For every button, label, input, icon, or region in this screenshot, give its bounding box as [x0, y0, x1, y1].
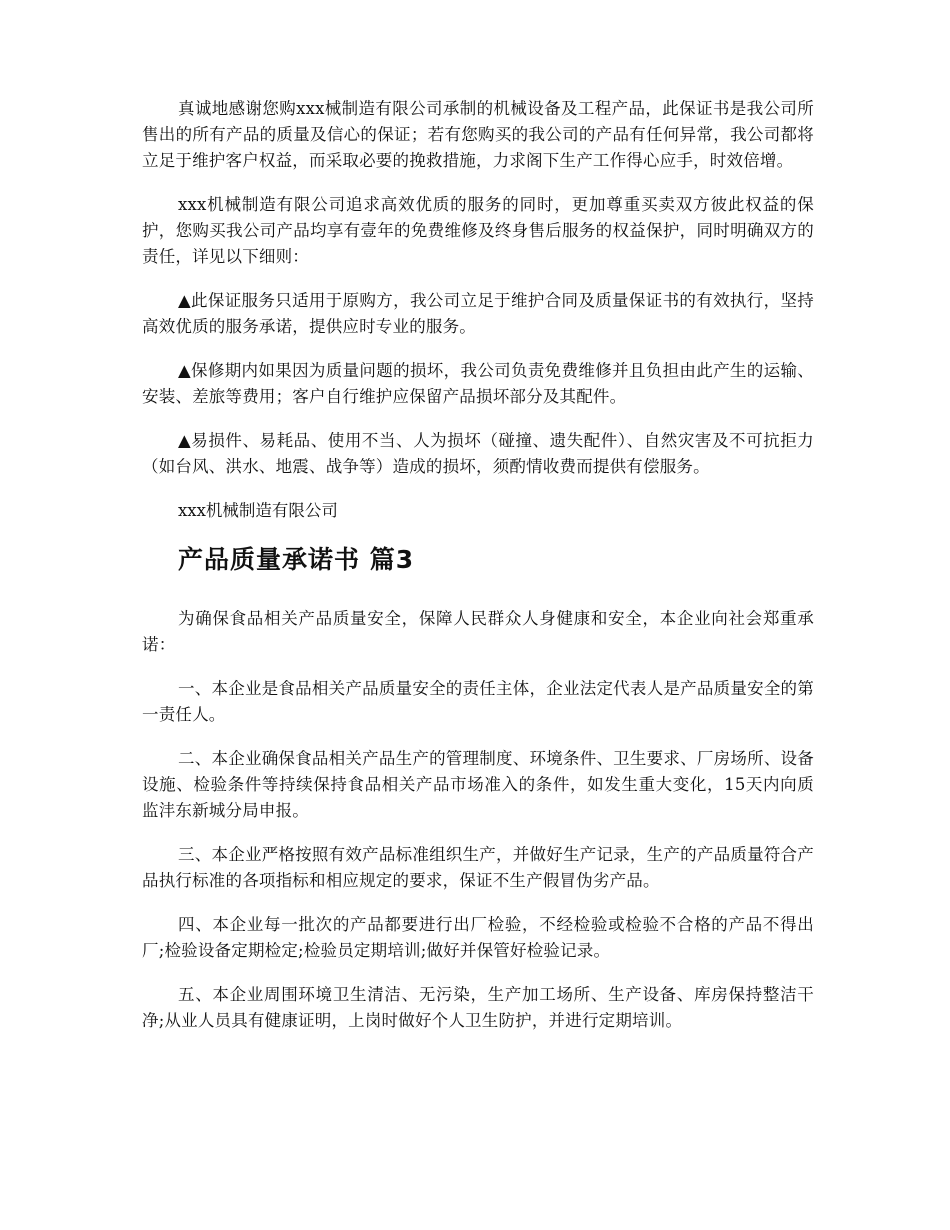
- paragraph-rule-1: ▲此保证服务只适用于原购方，我公司立足于维护合同及质量保证书的有效执行，坚持高效优质的服务承诺，提供应时专业的服务。: [142, 291, 814, 336]
- paragraph-rule-2: ▲保修期内如果因为质量问题的损坏，我公司负责免费维修并且负担由此产生的运输、安装、差旅等费用；客户自行维护应保留产品损坏部分及其配件。: [142, 361, 814, 406]
- paragraph-commitment-intro: 为确保食品相关产品质量安全，保障人民群众人身健康和安全，本企业向社会郑重承诺：: [142, 609, 814, 654]
- paragraph-commitment-5: 五、本企业周围环境卫生清洁、无污染，生产加工场所、生产设备、库房保持整洁干净;从业人员具有健康证明，上岗时做好个人卫生防护，并进行定期培训。: [142, 985, 814, 1030]
- paragraph-commitment-4: 四、本企业每一批次的产品都要进行出厂检验，不经检验或检验不合格的产品不得出厂;检验设备定期检定;检验员定期培训;做好并保管好检验记录。: [142, 915, 814, 960]
- paragraph-service-intro: xxx机械制造有限公司追求高效优质的服务的同时，更加尊重买卖双方彼此权益的保护，您购买我公司产品均享有壹年的免费维修及终身售后服务的权益保护，同时明确双方的责任，详见以下细则：: [142, 195, 814, 266]
- paragraph-commitment-2: 二、本企业确保食品相关产品生产的管理制度、环境条件、卫生要求、厂房场所、设备设施、检验条件等持续保持食品相关产品市场准入的条件，如发生重大变化，15天内向质监沣东新城分局申报。: [142, 749, 814, 820]
- paragraph-commitment-1: 一、本企业是食品相关产品质量安全的责任主体，企业法定代表人是产品质量安全的第一责任人。: [142, 679, 814, 724]
- company-signature: xxx机械制造有限公司: [178, 501, 338, 520]
- document-page: [142, 96, 814, 1052]
- paragraph-rule-3: ▲易损件、易耗品、使用不当、人为损坏（碰撞、遗失配件）、自然灾害及不可抗拒力（如台风、洪水、地震、战争等）造成的损坏，须酌情收费而提供有偿服务。: [142, 431, 814, 476]
- section-heading: 产品质量承诺书 篇3: [178, 545, 415, 574]
- paragraph-commitment-3: 三、本企业严格按照有效产品标准组织生产，并做好生产记录，生产的产品质量符合产品执行标准的各项指标和相应规定的要求，保证不生产假冒伪劣产品。: [142, 845, 814, 890]
- paragraph-thanks: 真诚地感谢您购xxx械制造有限公司承制的机械设备及工程产品，此保证书是我公司所售出的所有产品的质量及信心的保证；若有您购买的我公司的产品有任何异常，我公司都将立足于维护客户权益，而采取必要的挽救措施，力求阁下生产工作得心应手，时效倍增。: [142, 99, 814, 170]
